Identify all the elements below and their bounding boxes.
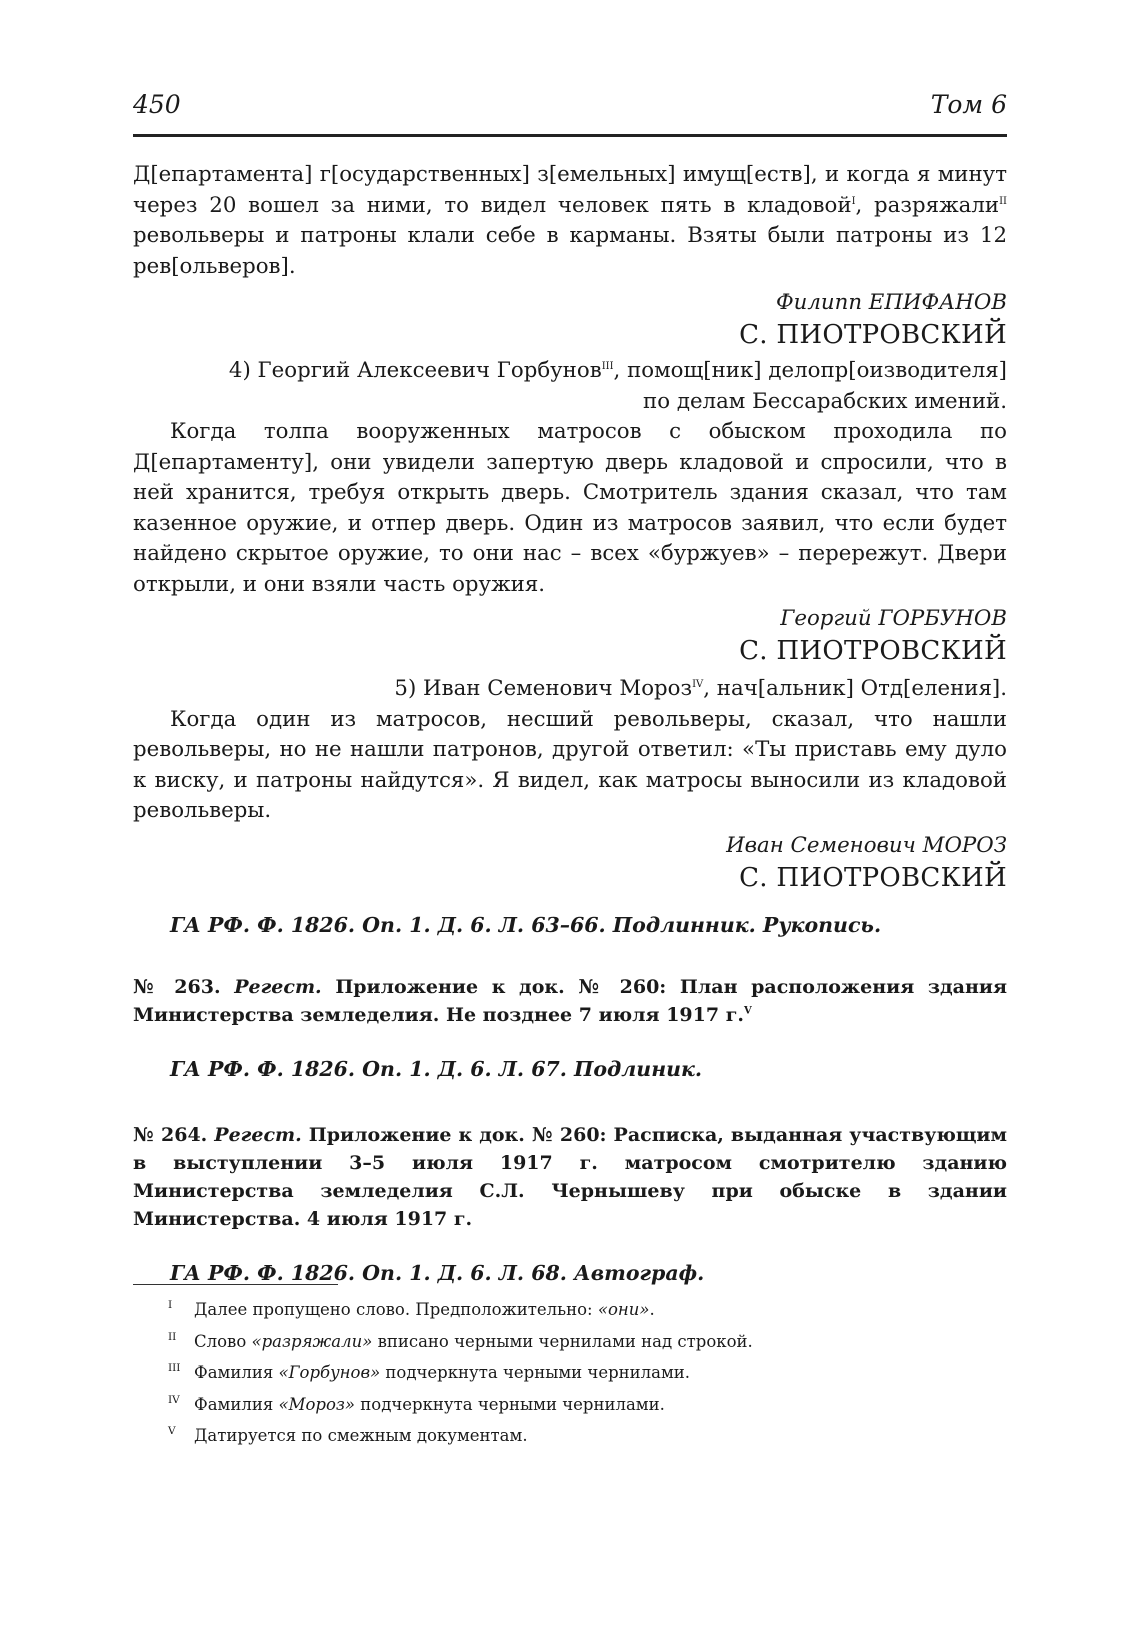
footnote: II Слово «разряжали» вписано черными чернилами над строкой.: [168, 1330, 753, 1351]
witness-heading: 5) Иван Семенович Мороз$^{IV}$, нач[альник] Отд[еления].: [394, 676, 1007, 701]
witness-heading-line2: по делам Бессарабских имений.: [643, 388, 1007, 414]
signature-witness: С. ПИОТРОВСКИЙ: [739, 862, 1007, 893]
paragraph-1: Д[епартамента] г[осударственных] з[емельных] имущ[еств], и когда я минут через 20 вошел за ними, то видел человек пять в кладовой$^I$, разряжали$^{II}$ револьверы и патроны клали себе в карманы. Взяты были патроны из 12 рев[ольверов].: [133, 162, 1007, 279]
archive-source: ГА РФ. Ф. 1826. Оп. 1. Д. 6. Л. 67. Подлиник.: [170, 1056, 703, 1081]
footnote: V Датируется по смежным документам.: [168, 1425, 528, 1445]
volume-label: Том 6: [930, 90, 1007, 119]
footnote: III Фамилия «Горбунов» подчеркнута черными чернилами.: [168, 1362, 691, 1382]
signature-name: Иван Семенович МОРОЗ: [726, 832, 1007, 858]
page-body: [133, 160, 1007, 1285]
footnote-ref: V: [743, 1005, 752, 1017]
witness-heading: 4) Георгий Алексеевич Горбунов$^{III}$, помощ[ник] делопр[оизводителя]: [228, 358, 1007, 383]
archive-source: ГА РФ. Ф. 1826. Оп. 1. Д. 6. Л. 63–66. Подлинник. Рукопись.: [170, 912, 882, 937]
page-header: [133, 88, 1007, 137]
signature-witness: С. ПИОТРОВСКИЙ: [739, 320, 1007, 350]
footnote-divider: [133, 1284, 338, 1285]
document-regest-263: № 263. Регест. Приложение к док. № 260: План расположения здания Министерства земледелия. Не позднее 7 июля 1917 г.$^V$: [133, 975, 1008, 1026]
signature-name: Георгий ГОРБУНОВ: [780, 606, 1007, 631]
footnotes: [168, 1294, 968, 1452]
footnote-ref: III: [601, 360, 614, 372]
document-regest-264: № 264. Регест. Приложение к док. № 260: Расписка, выданная участвующим в выступлении 3–5 июля 1917 г. матросом смотрителю зданию Министерства земледелия С.Л. Чернышеву при обыске в здании Министерства. 4 июля 1917 г.: [133, 1123, 1008, 1230]
page-number: 450: [133, 90, 181, 119]
footnote-ref: IV: [692, 678, 704, 690]
paragraph-3: Когда один из матросов, несший револьверы, сказал, что нашли револьверы, но не нашли патронов, другой ответил: «Ты приставь ему дуло к виску, и патроны найдутся». Я видел, как матросы выносили из кладовой револьверы.: [133, 706, 1007, 823]
archive-source: ГА РФ. Ф. 1826. Оп. 1. Д. 6. Л. 68. Автограф.: [170, 1260, 705, 1285]
footnote-ref: II: [999, 195, 1007, 207]
paragraph-2: Когда толпа вооруженных матросов с обыском проходила по Д[епартаменту], они увидели запертую дверь кладовой и спросили, что в ней хранится, требуя открыть дверь. Смотритель здания сказал, что там казенное оружие, и отпер дверь. Один из матросов заявил, что если будет найдено скрытое оружие, то они нас – всех «буржуев» – перережут. Двери открыли, и они взяли часть оружия.: [133, 419, 1007, 597]
footnote: I Далее пропущено слово. Предположительно: «они».: [168, 1299, 655, 1319]
footnote-ref: I: [851, 195, 856, 207]
signature-name: Филипп ЕПИФАНОВ: [775, 290, 1007, 315]
footnote: IV Фамилия «Мороз» подчеркнута черными чернилами.: [168, 1393, 665, 1414]
signature-witness: С. ПИОТРОВСКИЙ: [739, 636, 1007, 666]
